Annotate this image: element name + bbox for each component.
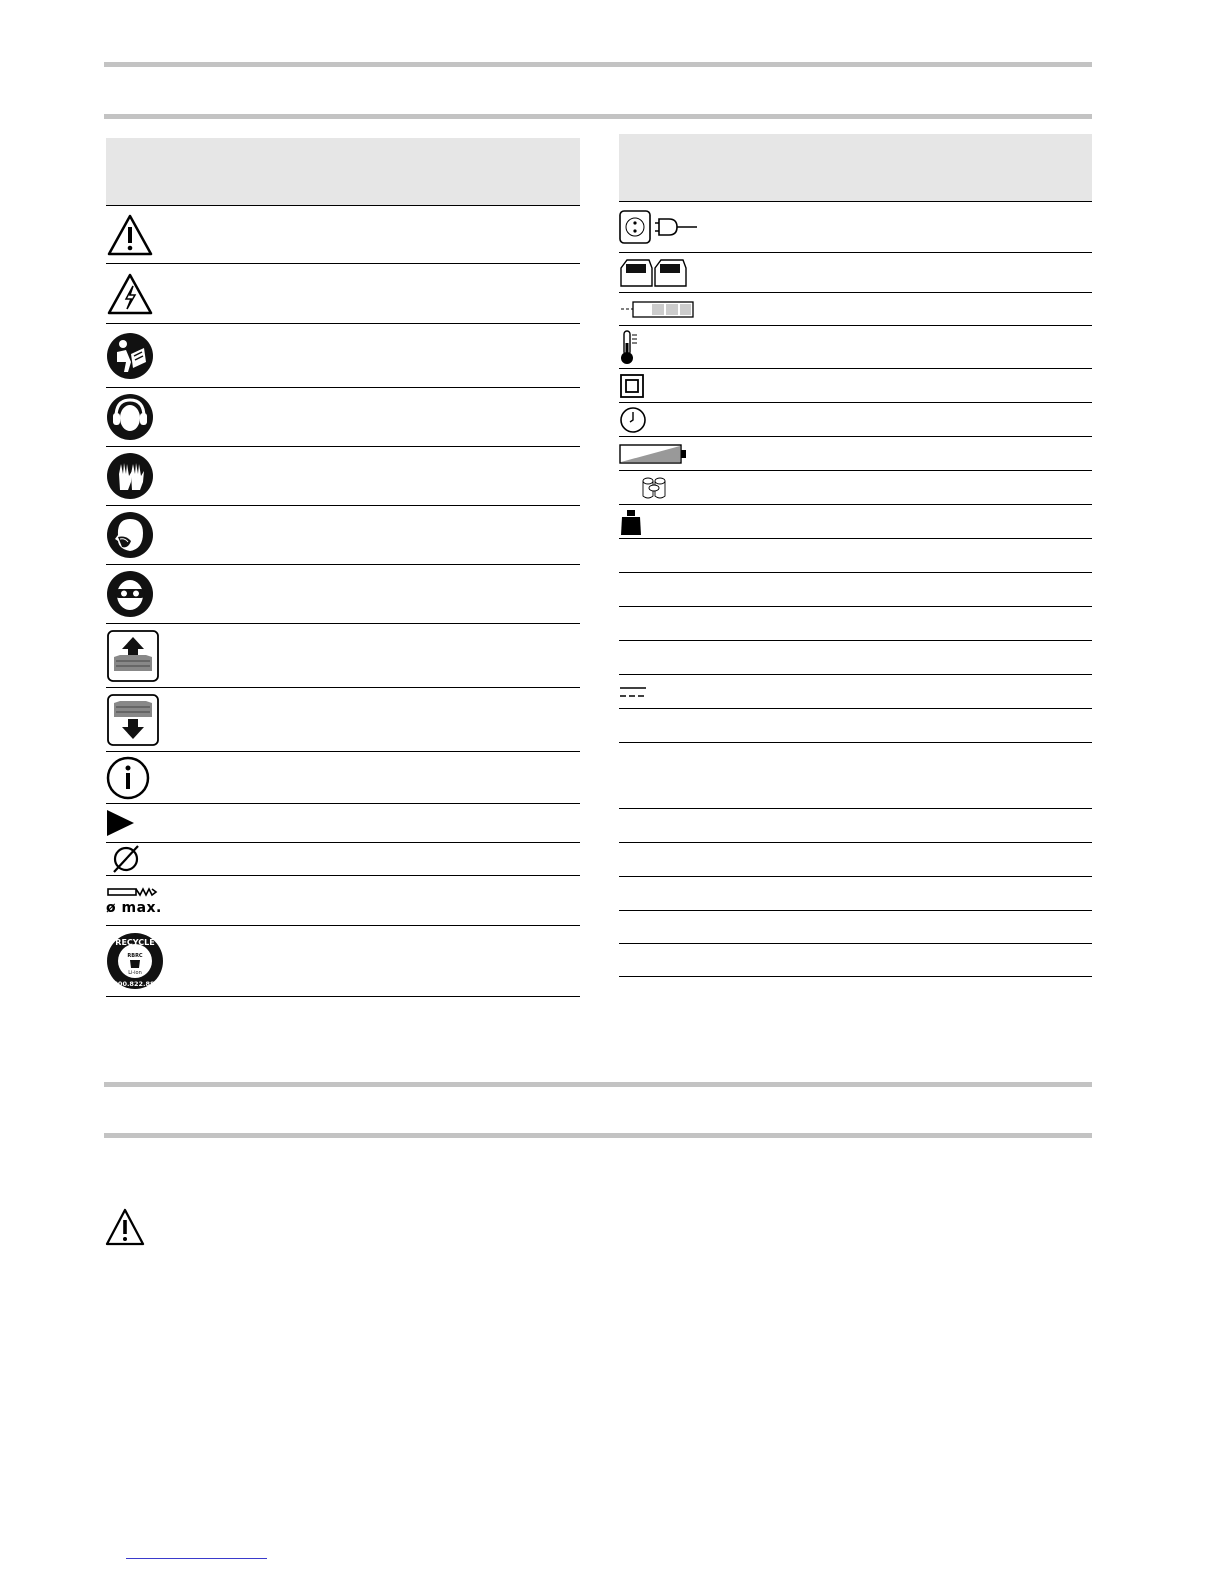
clock-icon — [619, 406, 647, 434]
right-row-blank-6 — [619, 743, 1092, 809]
drill-bit-max-diameter-icon — [106, 886, 158, 898]
left-row-battery-insert — [106, 624, 580, 688]
right-row-double-insulation — [619, 369, 1092, 403]
right-row-blank-4 — [619, 641, 1092, 675]
battery-insert-icon — [106, 629, 160, 683]
warning-triangle-icon — [104, 1207, 146, 1247]
bottom-warning — [104, 1207, 146, 1247]
right-row-blank-5 — [619, 709, 1092, 743]
right-row-weight — [619, 505, 1092, 539]
socket-plug-icon — [619, 210, 699, 244]
footer-link[interactable] — [126, 1558, 267, 1559]
battery-capacity-icon — [619, 443, 687, 465]
seal-chem-text: Li-ion — [128, 970, 142, 976]
section-rule-2 — [104, 1133, 1092, 1138]
weight-icon — [619, 508, 643, 536]
top-rule-1 — [104, 62, 1092, 67]
left-symbol-table — [106, 138, 580, 998]
right-row-charge-level — [619, 293, 1092, 326]
left-row-gloves — [106, 447, 580, 506]
right-row-blank-3 — [619, 607, 1092, 641]
thermometer-icon — [619, 329, 639, 365]
right-row-thermometer — [619, 326, 1092, 369]
battery-remove-icon — [106, 693, 160, 747]
right-row-battery-packs — [619, 253, 1092, 293]
left-row-manual — [106, 324, 580, 388]
seal-top-text: RECYCLE — [115, 938, 155, 947]
right-row-clock — [619, 403, 1092, 437]
left-row-arrow — [106, 804, 580, 843]
battery-packs-icon — [619, 256, 689, 290]
double-insulation-icon — [619, 373, 645, 399]
dust-mask-icon — [106, 511, 154, 559]
left-row-ear — [106, 388, 580, 447]
direct-current-icon — [619, 685, 647, 699]
right-row-blank-1 — [619, 539, 1092, 573]
right-row-blank-7 — [619, 809, 1092, 843]
left-row-battery-remove — [106, 688, 580, 752]
seal-phone-text: 1.800.822.8837 — [106, 980, 164, 988]
left-row-eye — [106, 565, 580, 624]
section-rule-1 — [104, 1082, 1092, 1087]
right-row-battery-capacity — [619, 437, 1092, 471]
seal-middle-text: RBRC — [127, 953, 143, 959]
rbrc-recycle-seal-icon — [106, 932, 164, 990]
right-symbol-table — [619, 134, 1092, 978]
left-row-recycle — [106, 926, 580, 997]
ear-protection-icon — [106, 393, 154, 441]
left-row-diameter — [106, 843, 580, 876]
read-manual-icon — [106, 332, 154, 380]
left-row-drill-max — [106, 876, 580, 926]
eye-protection-icon — [106, 570, 154, 618]
electric-shock-warning-icon — [106, 272, 154, 316]
diameter-icon — [106, 844, 146, 874]
drill-max-label: ø max. — [106, 899, 162, 916]
right-row-blank-8 — [619, 843, 1092, 877]
left-row-electric — [106, 264, 580, 324]
top-rule-2 — [104, 114, 1092, 119]
right-table-header — [619, 134, 1092, 202]
warning-triangle-icon — [106, 213, 154, 257]
battery-cells-icon — [639, 474, 669, 502]
protective-gloves-icon — [106, 452, 154, 500]
right-row-blank-11 — [619, 944, 1092, 977]
left-row-info — [106, 752, 580, 804]
left-table-header — [106, 138, 580, 206]
right-row-battery-cells — [619, 471, 1092, 505]
information-icon — [106, 756, 150, 800]
left-row-warning — [106, 206, 580, 264]
right-row-blank-2 — [619, 573, 1092, 607]
right-row-blank-9 — [619, 877, 1092, 911]
right-row-blank-10 — [619, 911, 1092, 944]
left-row-mask — [106, 506, 580, 565]
right-row-socket-plug — [619, 202, 1092, 253]
play-arrow-icon — [106, 809, 136, 837]
charge-level-icon — [619, 299, 697, 319]
right-row-dc — [619, 675, 1092, 709]
